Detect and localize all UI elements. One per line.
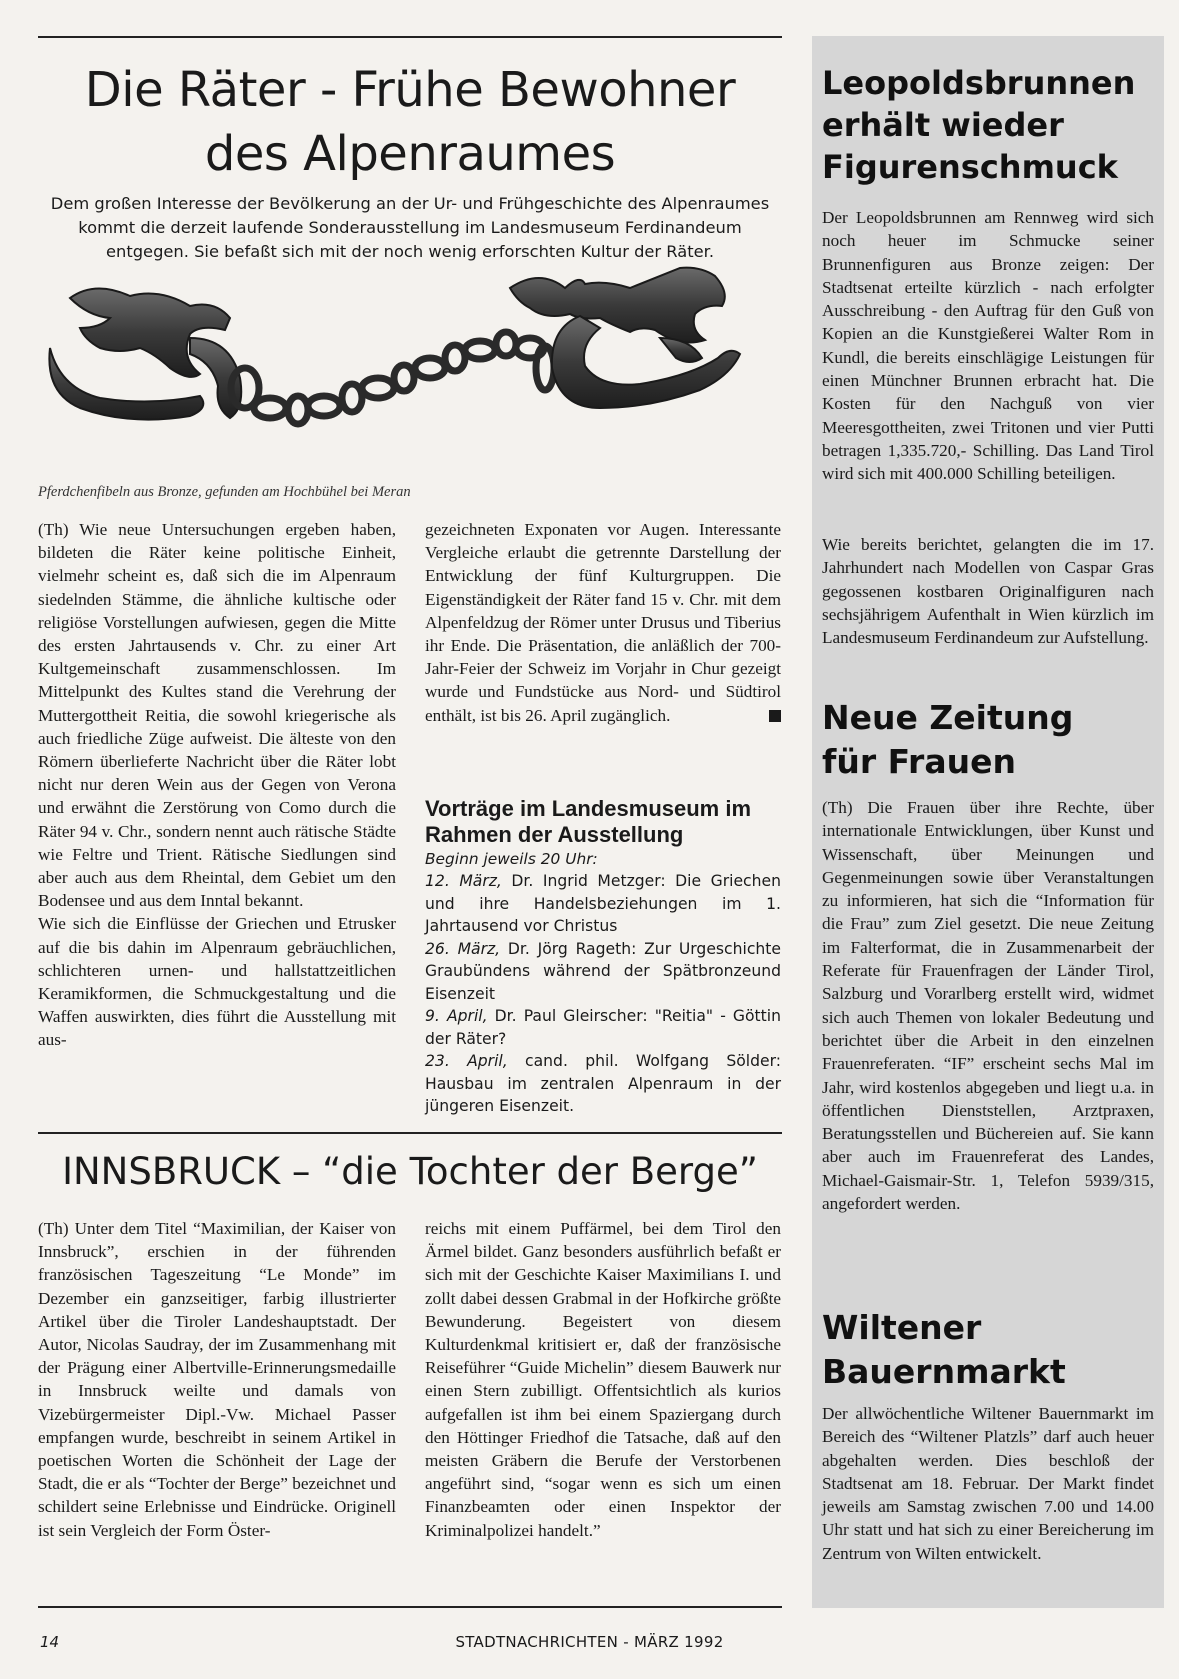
article-paragraph: (Th) Wie neue Untersuchungen ergeben haben, bildeten die Räter keine politische Einheit, vielmehr scheint es, daß sich die im Alpenraum siedelnden Stämme, die ähnliche kultische oder religiöse Vorstellungen aufwiesen, gegen die Mitte des ersten Jahrtausends v. Chr. zu einer Art Kultgemeinschaft zusammenschlossen. Im Mittelpunkt des Kultes stand die Verehrung der Muttergottheit Reitia, die sowohl kriegerische als auch friedliche Züge aufweist. Die älteste von den Römern überlieferte Nachricht über die Räter lobt nicht nur deren Wein aus der Gegen von Verona und erwähnt die Zerstörung von Como durch die Räter 94 v. Chr., sondern nennt auch rätische Städte wie Feltre und Trient. Rätische Siedlungen sind aber auch aus dem Rheintal, dem Gebiet um den Bodensee und aus dem Inntal bekannt.: [38, 520, 396, 911]
lecture-date: 9. April,: [425, 1007, 488, 1025]
image-caption: Pferdchenfibeln aus Bronze, gefunden am Hochbühel bei Meran: [38, 484, 411, 500]
lecture-text: Dr. Ingrid Metzger: Die Griechen und ihre Handelsbeziehungen im 1. Jahrtausend vor Christus: [425, 872, 781, 935]
lecture-text: cand. phil. Wolfgang Sölder: Hausbau im zentralen Alpenraum in der jüngeren Eisenzeit.: [425, 1052, 781, 1115]
lecture-date: 12. März,: [425, 872, 502, 890]
article-title: Die Räter - Frühe Bewohner des Alpenraumes: [84, 62, 736, 182]
sidebar-paragraph: Der Leopoldsbrunnen am Rennweg wird sich noch heuer im Schmucke seiner Brunnenfiguren aus Bronze zeigen: Der Stadtsenat erteilte kürzlich - nach erfolgter Ausschreibung - den Auftrag für den Guß von Kopien an die Kunstgießerei Walter Rom in Kundl, die bereits einschlägige Leistungen für einen Münchner Brunnen erbracht hat. Die Kosten für den Nachguß von vier Meeresgottheiten, zwei Tritonen und vier Putti betragen 1,335.720,- Schilling. Das Land Tirol wird sich mit 400.000 Schilling beteiligen.: [822, 208, 1154, 484]
bronze-fibula-photo: [40, 258, 780, 478]
lecture-item: [425, 938, 781, 1006]
top-rule: [38, 36, 782, 38]
lecture-item: [425, 870, 781, 938]
lectures-box: [425, 796, 781, 1118]
lecture-text: Dr. Paul Gleirscher: "Reitia" - Göttin der Räter?: [425, 1007, 781, 1048]
second-article-column-2: [425, 1217, 781, 1542]
article-column-2: [425, 518, 781, 727]
section-rule: [38, 1132, 782, 1134]
sidebar-heading: Leopoldsbrunnen erhält wieder Figurenschmuck: [822, 64, 1136, 186]
lecture-item: [425, 1005, 781, 1050]
article-paragraph: reichs mit einem Puffärmel, bei dem Tirol den Ärmel bildet. Ganz besonders ausführlich befaßt er sich mit der Geschichte Kaiser Maximilians I. und zollt dabei dessen Grabmal in der Hofkirche größte Bewunderung. Begeistert von diesem Kulturdenkmal kritisiert er, daß der französische Reiseführer “Guide Michelin” diesem Bauwerk nur einen Stern zubilligt. Offentsichtlich als kurios aufgefallen ist ihm bei einem Spaziergang durch den Höttinger Friedhof die Tatsache, daß auf den meisten Gräbern die Berufe der Verstorbenen angeführt sind, “sogar wenn es sich um einen Finanzbeamten oder einen Inspektor der Kriminalpolizei handelt.”: [425, 1219, 781, 1540]
second-article-column-1: [38, 1217, 396, 1542]
lecture-date: 26. März,: [425, 939, 501, 958]
chain: [231, 332, 554, 424]
article-paragraph: [425, 518, 781, 727]
publication-line: STADTNACHRICHTEN - MÄRZ 1992: [455, 1633, 724, 1651]
second-article-title: INNSBRUCK – “die Tochter der Berge”: [62, 1150, 758, 1193]
sidebar: [812, 36, 1164, 1608]
sidebar-paragraph: Wie bereits berichtet, gelangten die im 17. Jahrhundert nach Modellen von Caspar Gras gegossenen kostbaren Originalfiguren nach sechsjährigem Aufenthalt in Wien kürzlich im Landesmuseum Ferdinandeum zur Aufstellung.: [822, 535, 1154, 648]
page-number: 14: [40, 1633, 60, 1651]
end-of-article-mark: [769, 710, 781, 722]
article-text: gezeichneten Exponaten vor Augen. Interessante Vergleiche erlaubt die getrennte Darstellung der Entwicklung der fünf Kulturgruppen. Die Eigenständigkeit der Räter fand 15 v. Chr. mit dem Alpenfeldzug der Römer unter Drusus und Tiberius ihr Ende. Die Präsentation, die anläßlich der 700-Jahr-Feier der Schweiz im Vorjahr in Chur gezeigt wurde und Fundstücke aus Nord- und Südtirol enthält, ist bis 26. April zugänglich.: [425, 520, 781, 725]
bottom-rule: [38, 1606, 782, 1608]
sidebar-heading: Wiltener Bauernmarkt: [822, 1308, 1066, 1391]
sidebar-paragraph: (Th) Die Frauen über ihre Rechte, über internationale Entwicklungen, über Kunst und Wissenschaft, über Meinungen und Gegenmeinungen sowie über Veranstaltungen zu informieren, hat sich die “Information für die Frau” zum Ziel gesetzt. Die neue Zeitung im Falterformat, die in Zusammenarbeit der Referate für Frauenfragen der Länder Tirol, Salzburg und Vorarlberg erstellt wird, widmet sich auch Themen von lokaler Bedeutung und berichtet über die Arbeit in den einzelnen Frauenreferaten. “IF” erscheint sechs Mal im Jahr, wird kostenlos abgegeben und liegt u.a. in öffentlichen Dienststellen, Arztpraxen, Beratungsstellen und Büchereien auf. Sie kann aber auch im Frauenreferat des Landes, Michael-Gaismair-Str. 1, Telefon 5939/315, angefordert werden.: [822, 798, 1154, 1214]
article-column-1: [38, 518, 396, 1052]
article-lead: Dem großen Interesse der Bevölkerung an der Ur- und Frühgeschichte des Alpenraumes kommt die derzeit laufende Sonderausstellung im Landesmuseum Ferdinandeum entgegen. Sie befaßt sich mit der noch wenig erforschten Kultur der Räter.: [50, 194, 770, 261]
article-paragraph: Wie sich die Einflüsse der Griechen und Etrusker auf die bis dahin im Alpenraum gebräuchlichen, schlichteren urnen- und hallstattzeitlichen Keramikformen, die Schmuckgestaltung und die Waffen auswirkten, dies führt die Ausstellung mit aus-: [38, 914, 396, 1050]
lecture-item: [425, 1050, 781, 1118]
sidebar-paragraph: Der allwöchentliche Wiltener Bauernmarkt im Bereich des “Wiltener Platzls” darf auch heuer abgehalten werden. Dies beschloß der Stadtsenat am 18. Februar. Der Markt findet jeweils am Samstag zwischen 7.00 und 14.00 Uhr statt und hat sich zu einer Bereicherung im Zentrum von Wilten entwickelt.: [822, 1404, 1154, 1563]
lectures-heading: Vorträge im Landesmuseum im Rahmen der Ausstellung: [425, 796, 752, 847]
article-paragraph: (Th) Unter dem Titel “Maximilian, der Kaiser von Innsbruck”, erschien in der führenden französischen Tageszeitung “Le Monde” im Dezember ein ganzseitiger, farbig illustrierter Artikel über die Tiroler Landeshauptstadt. Der Autor, Nicolas Saudray, der im Zusammenhang mit der Prägung einer Albertville-Erinnerungsmedaille in Innsbruck weilte und damals von Vizebürgermeister Dipl.-Vw. Michael Passer empfangen wurde, beschreibt in seinem Artikel in poetischen Worten die Schönheit der Lage der Stadt, die er als “Tochter der Berge” bezeichnet und schildert seine Erlebnisse und Eindrücke. Originell ist sein Vergleich der Form Öster-: [38, 1219, 396, 1540]
sidebar-heading: Neue Zeitung für Frauen: [822, 698, 1074, 781]
left-horse-figure: [49, 288, 241, 419]
lecture-date: 23. April,: [425, 1052, 508, 1070]
lecture-text: Dr. Jörg Rageth: Zur Urgeschichte Graubündens während der Spätbronzeund Eisenzeit: [425, 939, 781, 1003]
lectures-subheading: Beginn jeweils 20 Uhr:: [425, 850, 598, 868]
